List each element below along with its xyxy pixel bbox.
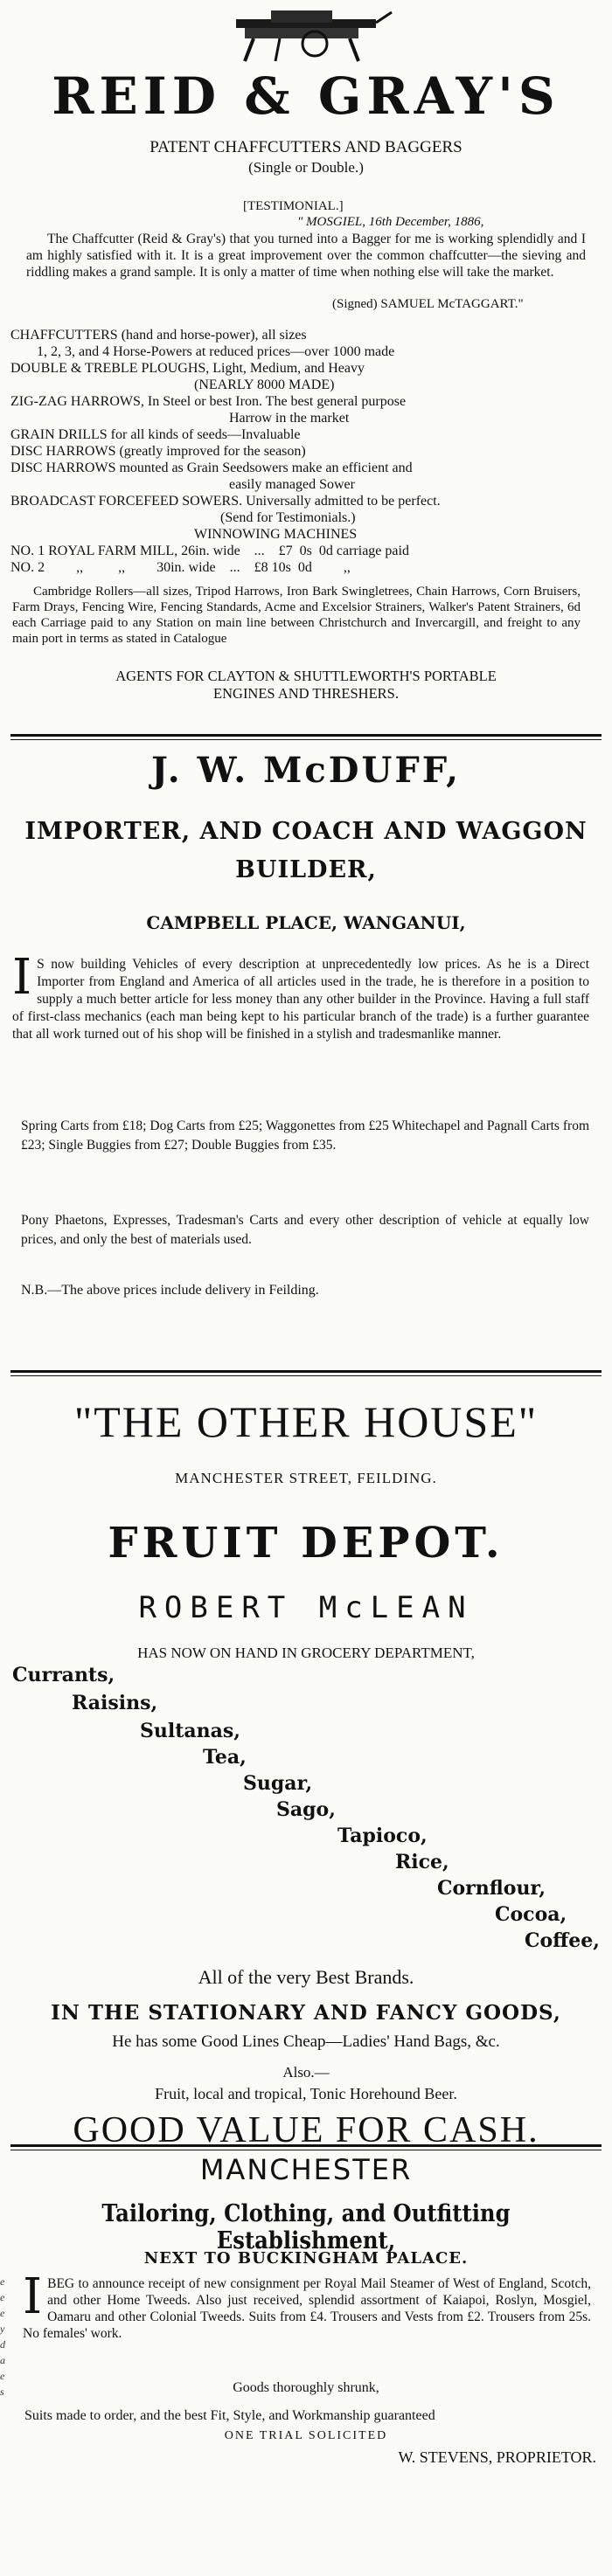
goods-shrunk: Goods thoroughly shrunk,: [233, 2380, 379, 2395]
good-lines: He has some Good Lines Cheap—Ladies' Hand Bags, &c.: [112, 2032, 500, 2051]
one-trial: ONE TRIAL SOLICITED: [224, 2429, 388, 2442]
manchester-dropcap: I: [23, 2268, 43, 2325]
product-line: ZIG-ZAG HARROWS, In Steel or best Iron. The best general purpose: [10, 394, 407, 409]
product-line: (Send for Testimonials.): [220, 510, 356, 525]
manchester-subtitle: Tailoring, Clothing, and Outfitting Establishment,: [101, 2200, 511, 2254]
grocery-item: Sago,: [276, 1798, 336, 1821]
product-line: WINNOWING MACHINES: [194, 527, 358, 542]
product-line: DOUBLE & TREBLE PLOUGHS, Light, Medium, and Heavy: [10, 361, 365, 376]
product-line: DISC HARROWS mounted as Grain Seedsowers make an efficient and: [10, 460, 413, 475]
product-line: GRAIN DRILLS for all kinds of seeds—Invaluable: [10, 427, 301, 442]
mcduff-dropcap: I: [12, 949, 32, 1006]
margin-letter: y: [0, 2323, 5, 2335]
mcduff-body: [12, 949, 589, 1043]
reid-gray-advert: [0, 0, 612, 734]
grocery-item: Rice,: [395, 1851, 449, 1873]
best-brands: All of the very Best Brands.: [198, 1966, 414, 1988]
grocery-item: Sugar,: [243, 1772, 313, 1795]
mcduff-line-2: BUILDER,: [235, 856, 377, 883]
product-line: CHAFFCUTTERS (hand and horse-power), all sizes: [10, 328, 307, 343]
product-line: easily managed Sower: [229, 477, 355, 492]
other-house-title: "THE OTHER HOUSE": [73, 1397, 539, 1446]
mill-price-row: NO. 2 ,, ,, 30in. wide ... £8 10s 0d ,,: [10, 560, 351, 575]
margin-letter: e: [0, 2370, 5, 2382]
next-to-line: NEXT TO BUCKINGHAM PALACE.: [143, 2249, 469, 2268]
mcduff-title: J. W. McDUFF,: [150, 750, 462, 791]
fruit-line: Fruit, local and tropical, Tonic Horehound Beer.: [155, 2085, 457, 2102]
manchester-body: [23, 2268, 591, 2342]
grocery-item: Cornflour,: [437, 1877, 546, 1900]
reid-gray-subtitle2: (Single or Double.): [248, 159, 364, 176]
grocery-item: Raisins,: [72, 1692, 158, 1714]
grocery-item: Tea,: [203, 1746, 247, 1769]
agents-line-1: AGENTS FOR CLAYTON & SHUTTLEWORTH'S PORTABLE: [115, 668, 497, 684]
testimonial-label: [TESTIMONIAL.]: [243, 199, 344, 213]
agents-line-2: ENGINES AND THRESHERS.: [213, 685, 399, 702]
reid-gray-title: REID & GRAY'S: [52, 66, 560, 126]
other-house-address: MANCHESTER STREET, FEILDING.: [175, 1470, 437, 1486]
good-value-banner: GOOD VALUE FOR CASH.: [73, 2110, 539, 2150]
manchester-advert: [0, 2151, 612, 2576]
margin-letter: s: [0, 2386, 4, 2398]
grocery-item: Cocoa,: [495, 1903, 567, 1926]
mcduff-nb: N.B.—The above prices include delivery in Feilding.: [21, 1283, 319, 1298]
reid-gray-subtitle: PATENT CHAFFCUTTERS AND BAGGERS: [150, 138, 462, 156]
mcduff-line-1: IMPORTER, AND COACH AND WAGGON: [24, 818, 588, 845]
margin-letter: a: [0, 2354, 5, 2366]
product-line: DISC HARROWS (greatly improved for the season): [10, 444, 306, 459]
mcduff-advert: [0, 743, 612, 1372]
mill-price-row: NO. 1 ROYAL FARM MILL, 26in. wide ... £7 0s 0d carriage paid: [10, 544, 409, 558]
grocery-heading: HAS NOW ON HAND IN GROCERY DEPARTMENT,: [137, 1645, 475, 1661]
mcduff-prices: Spring Carts from £18; Dog Carts from £25; Waggonettes from £25 Whitechapel and Pagnall Carts from £23; Single Buggies from £27; Double Buggies from £35.: [21, 1118, 589, 1153]
product-line: (NEARLY 8000 MADE): [194, 377, 335, 392]
column-rule: [10, 2144, 602, 2150]
product-line: BROADCAST FORCEFEED SOWERS. Universally admitted to be perfect.: [10, 494, 441, 509]
stationary-heading: IN THE STATIONARY AND FANCY GOODS,: [51, 2001, 561, 2025]
margin-letter: e: [0, 2307, 5, 2319]
mcduff-body-text: S now building Vehicles of every description at unprecedentedly low prices. As he is a Direct Importer from England and America of all articles used in the trade, he is therefore in a position to supply a much better article for less money than any other builder in the Province. Having a full staff of first-class mechanics (each man being kept to his particular branch of the trade) is a further guarantee that all work turned out of his shop will be finished in a stylish and tradesmanlike manner.: [12, 957, 589, 1042]
testimonial-signature: (Signed) SAMUEL McTAGGART.": [332, 297, 524, 311]
grocery-item: Currants,: [12, 1664, 115, 1686]
product-line: Harrow in the market: [229, 411, 350, 426]
manchester-title: MANCHESTER: [199, 2153, 413, 2186]
suits-made-line: Suits made to order, and the best Fit, Style, and Workmanship guaranteed: [24, 2408, 435, 2423]
product-line: 1, 2, 3, and 4 Horse-Powers at reduced prices—over 1000 made: [37, 344, 395, 359]
testimonial-body: The Chaffcutter (Reid & Gray's) that you turned into a Bagger for me is working splendidly and I am highly satisfied with it. It is a great improvement over the common chaffcutter—the sieving and riddling makes a grand sample. It is only a matter of time when nothing else will take the market.: [26, 232, 586, 280]
mcduff-address: CAMPBELL PLACE, WANGANUI,: [146, 912, 466, 933]
fruit-depot-title: FRUIT DEPOT.: [108, 1519, 504, 1568]
owner-name: ROBERT McLEAN: [138, 1590, 474, 1625]
margin-letter: d: [0, 2338, 5, 2351]
margin-letter: e: [0, 2291, 5, 2303]
testimonial-date: " MOSGIEL, 16th December, 1886,: [297, 215, 484, 229]
other-house-advert: [0, 1379, 612, 2150]
margin-letter: e: [0, 2275, 5, 2288]
also-label: Also.—: [282, 2064, 330, 2081]
grocery-item: Tapioco,: [337, 1825, 428, 1847]
mcduff-pony-text: Pony Phaetons, Expresses, Tradesman's Carts and every other description of vehicle at equally low prices, and only the best of materials used.: [21, 1213, 589, 1247]
column-rule: [10, 1370, 602, 1376]
grocery-item: Coffee,: [525, 1929, 600, 1952]
grocery-item: Sultanas,: [140, 1720, 240, 1742]
cambridge-rollers-text: Cambridge Rollers—all sizes, Tripod Harrows, Iron Bark Swingletrees, Chain Harrows, Corn Bruisers, Farm Drays, Fencing Wire, Fencing Standards, Acme and Excelsior Strainers, Walker's Patent Strainers, 6d each Carriage paid to any Station on main line between Christchurch and Invercargill, and freight to any main port in terms as stated in Catalogue: [12, 585, 581, 646]
column-rule: [10, 734, 602, 740]
chaffcutter-machine-illustration: [219, 3, 393, 65]
product-list: [10, 327, 588, 576]
manchester-body-text: BEG to announce receipt of new consignment per Royal Mail Steamer of West of England, Scotch, and other Home Tweeds. Also just received, splendid assortment of Kaiapoi, Roslyn, Mosgiel, Oamaru and other Colonial Tweeds. Suits from £4. Trousers and Vests from £2. Trousers from 25s. No females' work.: [23, 2276, 591, 2341]
proprietor: W. STEVENS, PROPRIETOR.: [398, 2448, 596, 2466]
